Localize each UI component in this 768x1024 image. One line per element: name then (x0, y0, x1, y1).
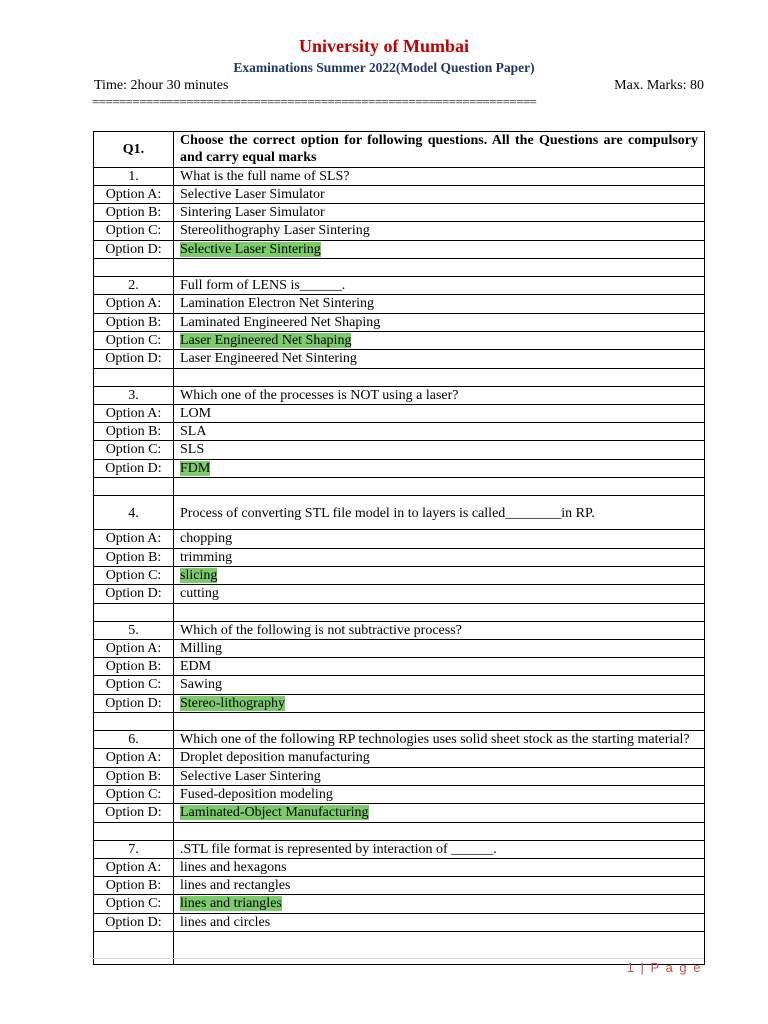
option-row (94, 749, 705, 767)
option-label: Option C: (94, 441, 174, 459)
option-label: Option D: (94, 350, 174, 368)
option-row (94, 877, 705, 895)
option-text: Sintering Laser Simulator (174, 204, 705, 222)
option-text: Fused-deposition modeling (174, 785, 705, 803)
option-row (94, 441, 705, 459)
question-number: 2. (94, 277, 174, 295)
spacer-row (94, 713, 705, 731)
option-row (94, 585, 705, 603)
option-label: Option A: (94, 639, 174, 657)
spacer-row (94, 478, 705, 496)
option-row (94, 530, 705, 548)
option-text: lines and rectangles (174, 877, 705, 895)
spacer-row (94, 822, 705, 840)
option-text: Selective Laser Sintering (174, 767, 705, 785)
option-text (174, 804, 705, 822)
option-row (94, 785, 705, 803)
spacer-row (94, 259, 705, 277)
option-label: Option D: (94, 459, 174, 477)
option-row (94, 331, 705, 349)
option-label: Option B: (94, 767, 174, 785)
option-text (174, 459, 705, 477)
question-row (94, 840, 705, 858)
option-row (94, 313, 705, 331)
correct-answer-highlight: lines and triangles (180, 896, 282, 912)
exam-time: Time: 2hour 30 minutes (94, 78, 229, 93)
option-row (94, 404, 705, 422)
correct-answer-highlight: Selective Laser Sintering (180, 241, 321, 257)
option-text: LOM (174, 404, 705, 422)
option-text: Laminated Engineered Net Shaping (174, 313, 705, 331)
spacer-cell (174, 368, 705, 386)
option-label: Option B: (94, 423, 174, 441)
question-text: Which of the following is not subtractive process? (174, 621, 705, 639)
option-text: Lamination Electron Net Sintering (174, 295, 705, 313)
option-row (94, 548, 705, 566)
option-row (94, 694, 705, 712)
correct-answer-highlight: Laminated-Object Manufacturing (180, 805, 369, 821)
option-row (94, 295, 705, 313)
university-title: University of Mumbai (299, 36, 469, 56)
option-row (94, 895, 705, 913)
option-label: Option A: (94, 858, 174, 876)
option-label: Option A: (94, 185, 174, 203)
option-text (174, 331, 705, 349)
option-row (94, 240, 705, 258)
option-text: chopping (174, 530, 705, 548)
option-label: Option D: (94, 694, 174, 712)
spacer-cell (94, 713, 174, 731)
option-text: Sawing (174, 676, 705, 694)
question-text: Process of converting STL file model in to layers is called________in RP. (174, 496, 705, 530)
option-label: Option C: (94, 566, 174, 584)
option-row (94, 804, 705, 822)
option-text: Droplet deposition manufacturing (174, 749, 705, 767)
question-table (93, 131, 705, 965)
question-text: .STL file format is represented by interaction of ______. (174, 840, 705, 858)
option-label: Option D: (94, 240, 174, 258)
option-row (94, 913, 705, 931)
question-row (94, 496, 705, 530)
question-text: What is the full name of SLS? (174, 167, 705, 185)
option-text: SLS (174, 441, 705, 459)
spacer-cell (94, 478, 174, 496)
question-text: Full form of LENS is______. (174, 277, 705, 295)
option-label: Option B: (94, 313, 174, 331)
question-row (94, 386, 705, 404)
option-row (94, 204, 705, 222)
spacer-row (94, 931, 705, 964)
option-label: Option C: (94, 676, 174, 694)
question-number: 6. (94, 731, 174, 749)
option-row (94, 767, 705, 785)
question-row (94, 167, 705, 185)
option-row (94, 185, 705, 203)
option-label: Option B: (94, 204, 174, 222)
question-text: Which one of the following RP technologies uses solid sheet stock as the starting material? (174, 731, 705, 749)
spacer-cell (94, 822, 174, 840)
option-text: EDM (174, 658, 705, 676)
option-row (94, 639, 705, 657)
option-text (174, 240, 705, 258)
question-number: 7. (94, 840, 174, 858)
option-text: Laser Engineered Net Sintering (174, 350, 705, 368)
spacer-cell (174, 603, 705, 621)
correct-answer-highlight: slicing (180, 567, 218, 583)
spacer-cell (94, 603, 174, 621)
option-text: Stereolithography Laser Sintering (174, 222, 705, 240)
question-number: 1. (94, 167, 174, 185)
option-text (174, 566, 705, 584)
option-label: Option B: (94, 658, 174, 676)
option-label: Option D: (94, 585, 174, 603)
question-row (94, 621, 705, 639)
question-number: 3. (94, 386, 174, 404)
option-row (94, 423, 705, 441)
max-marks: Max. Marks: 80 (614, 78, 704, 93)
option-label: Option C: (94, 222, 174, 240)
option-label: Option A: (94, 749, 174, 767)
spacer-cell (94, 368, 174, 386)
option-text (174, 694, 705, 712)
option-text: trimming (174, 548, 705, 566)
option-label: Option A: (94, 404, 174, 422)
option-row (94, 222, 705, 240)
option-text: cutting (174, 585, 705, 603)
option-text: lines and circles (174, 913, 705, 931)
separator-rule: ================================================================== (92, 94, 537, 109)
q1-instruction: Choose the correct option for following questions. All the Questions are compulsory and carry equal marks (174, 132, 705, 168)
option-row (94, 566, 705, 584)
q1-label: Q1. (94, 132, 174, 168)
q1-header-row (94, 132, 705, 168)
spacer-cell (174, 713, 705, 731)
option-row (94, 459, 705, 477)
option-label: Option B: (94, 548, 174, 566)
option-row (94, 658, 705, 676)
footer-divider (92, 958, 704, 959)
spacer-cell (174, 478, 705, 496)
option-text: lines and hexagons (174, 858, 705, 876)
spacer-cell (94, 259, 174, 277)
option-row (94, 858, 705, 876)
correct-answer-highlight: Stereo-lithography (180, 695, 285, 711)
correct-answer-highlight: FDM (180, 460, 211, 476)
spacer-cell (174, 931, 705, 964)
option-text: Selective Laser Simulator (174, 185, 705, 203)
correct-answer-highlight: Laser Engineered Net Shaping (180, 332, 352, 348)
option-label: Option D: (94, 804, 174, 822)
spacer-row (94, 603, 705, 621)
spacer-row (94, 368, 705, 386)
option-label: Option D: (94, 913, 174, 931)
option-label: Option C: (94, 785, 174, 803)
spacer-cell (174, 259, 705, 277)
question-row (94, 277, 705, 295)
question-number: 5. (94, 621, 174, 639)
question-text: Which one of the processes is NOT using a laser? (174, 386, 705, 404)
question-row (94, 731, 705, 749)
option-label: Option B: (94, 877, 174, 895)
spacer-cell (174, 822, 705, 840)
option-row (94, 350, 705, 368)
option-label: Option C: (94, 331, 174, 349)
spacer-cell (94, 931, 174, 964)
option-label: Option C: (94, 895, 174, 913)
option-text (174, 895, 705, 913)
option-text: Milling (174, 639, 705, 657)
exam-subtitle: Examinations Summer 2022(Model Question Paper) (233, 60, 535, 75)
option-label: Option A: (94, 530, 174, 548)
page-number: 1 | P a g e (626, 960, 702, 975)
option-label: Option A: (94, 295, 174, 313)
option-text: SLA (174, 423, 705, 441)
option-row (94, 676, 705, 694)
question-number: 4. (94, 496, 174, 530)
